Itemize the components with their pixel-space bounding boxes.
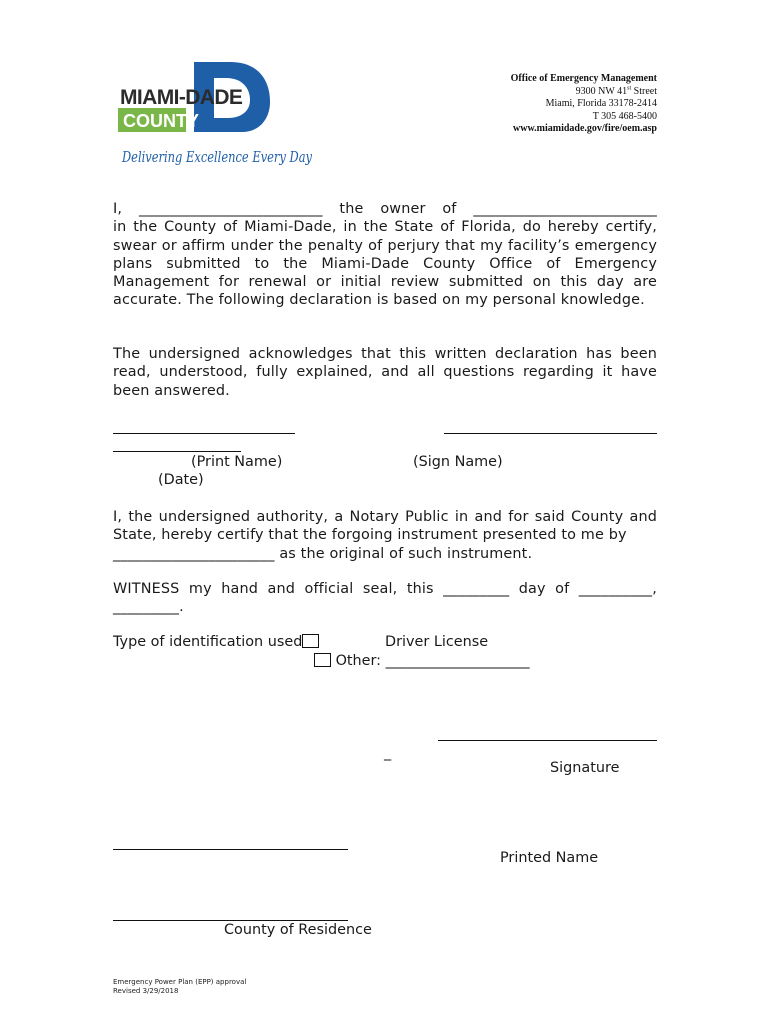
notary-tail-line: ______________________ as the original of such instrument. xyxy=(113,545,533,562)
printed-name-label: Printed Name xyxy=(500,850,599,866)
declaration-paragraph xyxy=(113,200,657,310)
other-checkbox[interactable] xyxy=(314,653,331,667)
office-address xyxy=(511,73,657,136)
date-label: (Date) xyxy=(158,472,204,488)
footer-note xyxy=(113,978,246,996)
declaration-first-line: I, _________________________ the owner of _________________________ xyxy=(113,201,657,217)
office-city: Miami, Florida 33178-2414 xyxy=(545,98,657,109)
signature-label: Signature xyxy=(550,760,620,776)
other-blank[interactable]: ____________________ xyxy=(385,653,530,669)
sign-name-line[interactable] xyxy=(444,433,657,434)
driver-license-label: Driver License xyxy=(385,634,489,650)
county-logo xyxy=(110,58,320,173)
signature-underscore: _ xyxy=(384,745,392,761)
facility-blank[interactable]: _________________________ xyxy=(473,201,657,217)
witness-paragraph xyxy=(113,580,657,617)
owner-name-blank[interactable]: _________________________ xyxy=(138,201,323,217)
county-residence-line[interactable] xyxy=(113,920,348,921)
footer-title: Emergency Power Plan (EPP) approval xyxy=(113,978,247,986)
notary-text: I, the undersigned authority, a Notary Public in and for said County and State, hereby certify that the forgoing instrument presented to me by xyxy=(113,509,657,544)
acknowledgment-paragraph: The undersigned acknowledges that this written declaration has been read, understood, fully explained, and all questions regarding it have been answered. xyxy=(113,346,657,399)
witness-text: WITNESS my hand and official seal, this _________ day of __________, xyxy=(113,581,657,597)
driver-license-checkbox[interactable] xyxy=(302,634,319,648)
logo-name-top: MIAMI-DADE xyxy=(120,86,243,109)
print-name-line[interactable] xyxy=(113,433,295,434)
notary-presenter-blank[interactable]: ______________________ xyxy=(113,545,275,562)
printed-name-line[interactable] xyxy=(113,849,348,850)
county-logo-mark xyxy=(110,58,320,173)
office-title: Office of Emergency Management xyxy=(510,73,657,84)
office-phone: T 305 468-5400 xyxy=(592,110,657,122)
sign-name-label: (Sign Name) xyxy=(413,454,503,470)
other-option xyxy=(314,653,530,669)
notary-paragraph xyxy=(113,508,657,563)
logo-name-bottom: COUNTY xyxy=(123,111,199,131)
identification-label: Type of identification used xyxy=(113,634,319,650)
declaration-body: in the County of Miami-Dade, in the State of Florida, do hereby certify, swear or affirm under the penalty of perjury that my facility’s emergency plans submitted to the Miami-Dade County Office of Emergency Management for renewal or initial review submitted on this day are accurate. The following declaration is based on my personal knowledge. xyxy=(113,219,657,309)
notary-signature-line[interactable] xyxy=(438,740,657,741)
footer-revised: Revised 3/29/2018 xyxy=(113,987,179,995)
witness-year-blank[interactable]: _________. xyxy=(113,599,184,616)
logo-tagline: Delivering Excellence Every Day xyxy=(121,150,313,166)
date-line[interactable] xyxy=(113,451,241,452)
county-residence-label: County of Residence xyxy=(224,922,372,938)
print-name-label: (Print Name) xyxy=(191,454,283,470)
office-website: www.miamidade.gov/fire/oem.asp xyxy=(513,123,657,134)
office-street: 9300 NW 41st Street xyxy=(575,85,657,97)
other-label: Other: xyxy=(335,653,386,669)
